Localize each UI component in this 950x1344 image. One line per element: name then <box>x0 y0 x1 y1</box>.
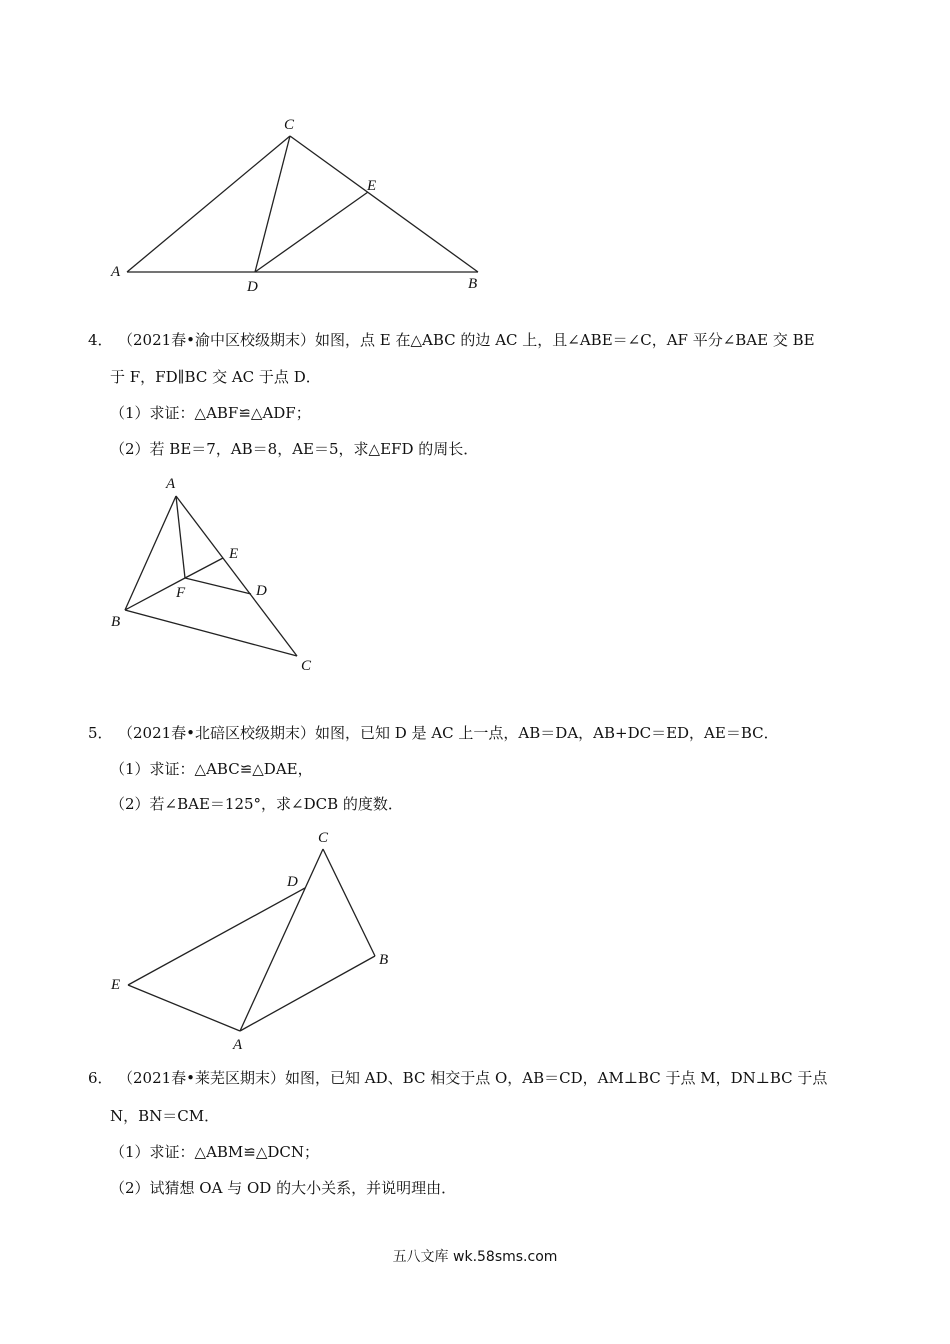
label-a: A <box>233 1037 243 1053</box>
page-footer: 五八文库 wk.58sms.com <box>392 1249 558 1265</box>
figure-problem-5 <box>100 825 410 1060</box>
label-d: D <box>247 279 258 295</box>
label-b: B <box>379 952 389 968</box>
problem-5-text-1: （2021春•北碚区校级期末）如图，已知 D 是 AC 上一点，AB＝DA，AB+DC＝ED，AE＝BC． <box>118 724 779 742</box>
label-a: A <box>111 264 121 280</box>
problem-5-number: 5． <box>88 724 113 742</box>
label-d: D <box>287 874 298 890</box>
segment-ab <box>240 956 375 1031</box>
segment-ea <box>128 985 240 1031</box>
segment-cb <box>290 136 478 272</box>
segment-ac <box>127 136 290 272</box>
segment-ac <box>240 849 323 1031</box>
label-e: E <box>367 178 377 194</box>
label-b: B <box>111 614 121 630</box>
segment-fe <box>185 558 223 578</box>
problem-5-part-2: （2）若∠BAE＝125°，求∠DCB 的度数． <box>110 795 403 813</box>
problem-6-text-1: （2021春•莱芜区期末）如图，已知 AD、BC 相交于点 O，AB＝CD，AM⊥BC 于点 M，DN⊥BC 于点 <box>118 1069 828 1087</box>
label-e: E <box>229 546 239 562</box>
problem-4-part-2: （2）若 BE＝7，AB＝8，AE＝5，求△EFD 的周长． <box>110 440 479 458</box>
label-c: C <box>284 117 295 133</box>
segment-af <box>176 496 185 578</box>
problem-4-text-1: （2021春•渝中区校级期末）如图，点 E 在△ABC 的边 AC 上，且∠ABE＝∠C，AF 平分∠BAE 交 BE <box>118 331 815 349</box>
label-a: A <box>166 476 176 492</box>
label-b: B <box>468 276 478 292</box>
segment-ac <box>176 496 297 656</box>
figure-problem-4 <box>100 470 340 680</box>
problem-4-text-2: 于 F，FD∥BC 交 AC 于点 D． <box>110 368 321 386</box>
problem-6-part-1: （1）求证：△ABM≌△DCN； <box>110 1143 320 1161</box>
figure-triangle-abc-de <box>100 110 500 300</box>
problem-6-part-2: （2）试猜想 OA 与 OD 的大小关系，并说明理由． <box>110 1179 457 1197</box>
problem-5-part-1: （1）求证：△ABC≌△DAE， <box>110 760 313 778</box>
label-d: D <box>256 583 267 599</box>
problem-6-text-2: N，BN＝CM． <box>110 1107 220 1125</box>
segment-fd <box>185 578 251 594</box>
segment-bc <box>125 610 297 656</box>
label-c: C <box>301 658 312 674</box>
segment-ab <box>125 496 176 610</box>
label-f: F <box>176 585 186 601</box>
segment-ed <box>128 888 305 985</box>
label-e: E <box>111 977 121 993</box>
label-c: C <box>318 830 329 846</box>
problem-4-number: 4． <box>88 331 113 349</box>
segment-cb <box>323 849 375 956</box>
problem-4-part-1: （1）求证：△ABF≌△ADF； <box>110 404 311 422</box>
problem-6-number: 6． <box>88 1069 113 1087</box>
